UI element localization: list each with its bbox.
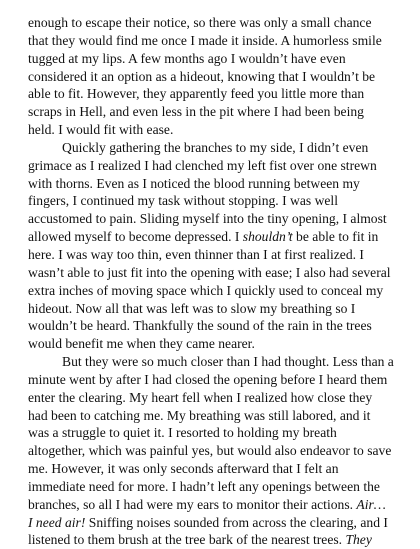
emphasis-text: shouldn’t [242, 229, 293, 245]
text-run: enough to escape their notice, so there was only a small chance [28, 15, 372, 30]
text-run: immediate need for more. I hadn’t left any openings between the [28, 478, 380, 494]
text-run: fingers, I continued my task without stopping. I was well [28, 193, 338, 209]
text-line [28, 210, 390, 228]
text-line [28, 353, 394, 371]
text-line [28, 478, 390, 496]
text-line [28, 335, 390, 353]
paragraph-1 [28, 14, 390, 139]
text-run: considered it an option as a hideout, knowing that I wouldn’t be [28, 68, 376, 84]
text-line [28, 14, 390, 32]
text-run: be able to fit in [292, 229, 379, 245]
text-line [28, 282, 390, 300]
text-line [28, 228, 390, 246]
text-line [28, 317, 390, 335]
text-line [28, 192, 390, 210]
book-page [28, 14, 394, 549]
text-run: enter the clearing. My heart fell when I realized how close they [28, 389, 373, 405]
text-line [28, 407, 390, 425]
text-run: listened to them brush at the tree bark of the nearest trees. [28, 532, 346, 548]
text-run: held. I would fit with ease. [28, 122, 174, 138]
text-line [28, 32, 390, 50]
text-line [28, 85, 390, 103]
emphasis-text: Air… [356, 496, 386, 512]
text-run: with thorns. Even as I noticed the blood running between my [28, 175, 360, 191]
text-run: But they were so much closer than I had thought. Less than a [62, 354, 394, 370]
text-line [28, 175, 390, 193]
text-line [28, 139, 390, 157]
text-line [28, 103, 390, 121]
text-line [28, 121, 390, 139]
text-run: would benefit me when they came nearer. [28, 336, 255, 352]
text-line [28, 68, 390, 86]
text-line [28, 371, 390, 389]
text-line [28, 496, 390, 514]
text-run: here. I was way too thin, even thinner than I at first realized. I [28, 246, 364, 262]
text-run: that they would find me once I made it inside. A humorless smile [28, 32, 382, 48]
text-run: wouldn’t be heard. Thankfully the sound of the rain in the trees [28, 318, 372, 334]
text-run: altogether, which was painful yes, but would also endeavor to save [28, 443, 392, 459]
text-run: tugged at my lips. A few months ago I wouldn’t have even [28, 50, 346, 66]
text-run: minute went by after I had closed the opening before I heard them [28, 371, 388, 387]
text-line [28, 531, 390, 549]
text-line [28, 300, 390, 318]
text-run: branches, so all I had were my ears to monitor their actions. [28, 496, 357, 512]
text-line [28, 389, 390, 407]
text-run: me. However, it was only seconds afterward that I felt an [28, 461, 339, 477]
text-run: had been to catching me. My breathing was still labored, and it [28, 407, 371, 423]
text-line [28, 514, 390, 532]
paragraph-2 [28, 139, 390, 353]
text-run: grimace as I realized I had clenched my left fist over one strewn [28, 157, 377, 173]
text-line [28, 460, 390, 478]
text-line [28, 157, 390, 175]
emphasis-text: They [345, 532, 372, 548]
text-run: was a struggle to quiet it. I resorted to holding my breath [28, 425, 337, 441]
text-line [28, 246, 390, 264]
text-run: able to fit. However, they apparently feed you little more than [28, 86, 365, 102]
text-run: scraps in Hell, and even less in the pit where I had been being [28, 104, 364, 120]
text-run: wasn’t able to just fit into the opening with ease; I also had several [28, 264, 391, 280]
text-line [28, 424, 390, 442]
emphasis-text: I need air! [28, 514, 86, 530]
text-line [28, 264, 390, 282]
text-run: accustomed to pain. Sliding myself into the tiny opening, I almost [28, 211, 387, 227]
text-run: Sniffing noises sounded from across the clearing, and I [85, 514, 388, 530]
text-run: extra inches of moving space which I quickly used to conceal my [28, 282, 384, 298]
text-line [28, 50, 390, 68]
text-run: allowed myself to become depressed. I [28, 229, 243, 245]
paragraph-3 [28, 353, 394, 549]
text-run: hideout. Now all that was left was to slow my breathing so I [28, 300, 356, 316]
text-line [28, 442, 390, 460]
text-run: Quickly gathering the branches to my side, I didn’t even [62, 139, 369, 155]
